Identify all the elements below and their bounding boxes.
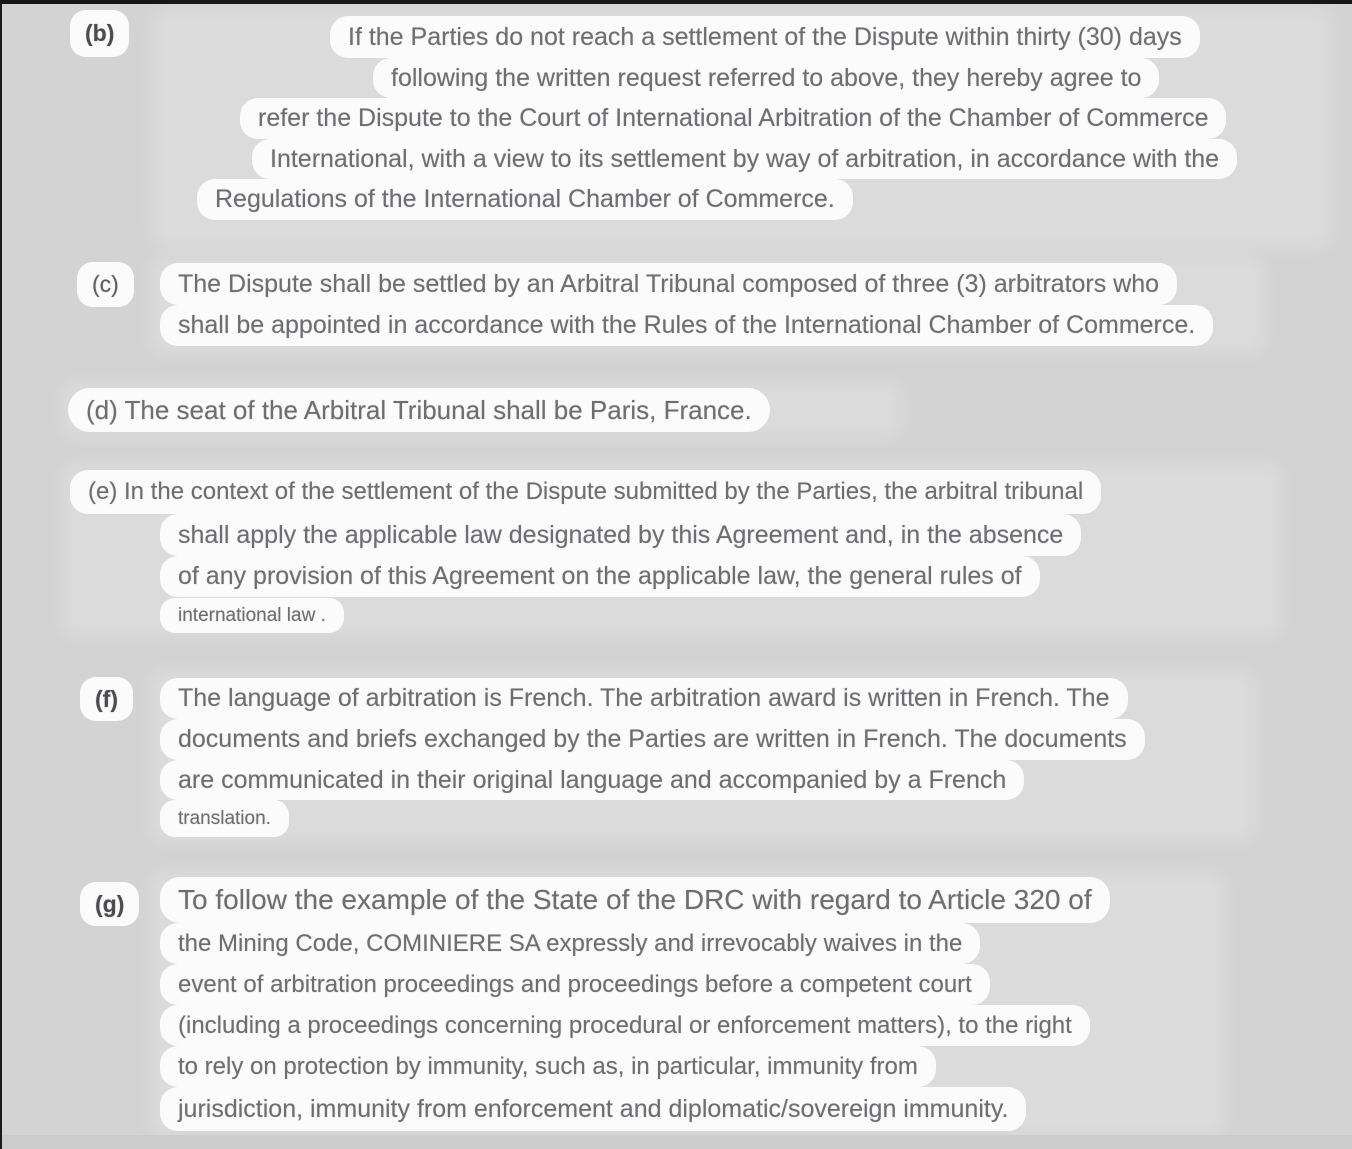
clause-e-line-2: shall apply the applicable law designated by this Agreement and, in the absence (160, 514, 1081, 556)
clause-f-line-4: translation. (160, 800, 289, 837)
clause-f-line-1: The language of arbitration is French. The arbitration award is written in French. The (160, 678, 1128, 719)
clause-c-line-2: shall be appointed in accordance with the Rules of the International Chamber of Commerce. (160, 305, 1213, 346)
clause-f-line-2: documents and briefs exchanged by the Parties are written in French. The documents (160, 719, 1145, 760)
clause-g-line-2: the Mining Code, COMINIERE SA expressly and irrevocably waives in the (160, 923, 980, 964)
clause-b-label: (b) (70, 10, 129, 57)
clause-e-line-3: of any provision of this Agreement on the applicable law, the general rules of (160, 556, 1040, 597)
clause-g-line-3: event of arbitration proceedings and proceedings before a competent court (160, 964, 990, 1005)
clause-e-line-4: international law . (160, 598, 344, 633)
top-border (0, 0, 1352, 4)
clause-b-line-4: International, with a view to its settlement by way of arbitration, in accordance with the (252, 139, 1237, 179)
clause-g-line-4: (including a proceedings concerning procedural or enforcement matters), to the right (160, 1005, 1090, 1046)
clause-b-line-1: If the Parties do not reach a settlement of the Dispute within thirty (30) days (330, 16, 1200, 58)
clause-g-line-1: To follow the example of the State of the DRC with regard to Article 320 of (160, 877, 1110, 923)
clause-g-line-6: jurisdiction, immunity from enforcement and diplomatic/sovereign immunity. (160, 1087, 1026, 1131)
clause-g-label: (g) (80, 882, 139, 926)
clause-f-line-3: are communicated in their original language and accompanied by a French (160, 760, 1024, 800)
page-bottom-edge (0, 1135, 1352, 1149)
clause-b-line-5: Regulations of the International Chamber of Commerce. (197, 179, 853, 220)
clause-b-line-2: following the written request referred to above, they hereby agree to (373, 58, 1159, 98)
clause-c-label: (c) (77, 262, 134, 307)
left-border (0, 0, 2, 1149)
clause-g-line-5: to rely on protection by immunity, such as, in particular, immunity from (160, 1046, 936, 1087)
clause-b-line-3: refer the Dispute to the Court of International Arbitration of the Chamber of Commerce (240, 98, 1226, 139)
clause-d-line-1: (d) The seat of the Arbitral Tribunal shall be Paris, France. (68, 388, 770, 432)
clause-c-line-1: The Dispute shall be settled by an Arbitral Tribunal composed of three (3) arbitrators who (160, 263, 1177, 305)
clause-f-label: (f) (80, 677, 133, 721)
clause-e-line-1: (e) In the context of the settlement of the Dispute submitted by the Parties, the arbitral tribunal (70, 470, 1101, 514)
